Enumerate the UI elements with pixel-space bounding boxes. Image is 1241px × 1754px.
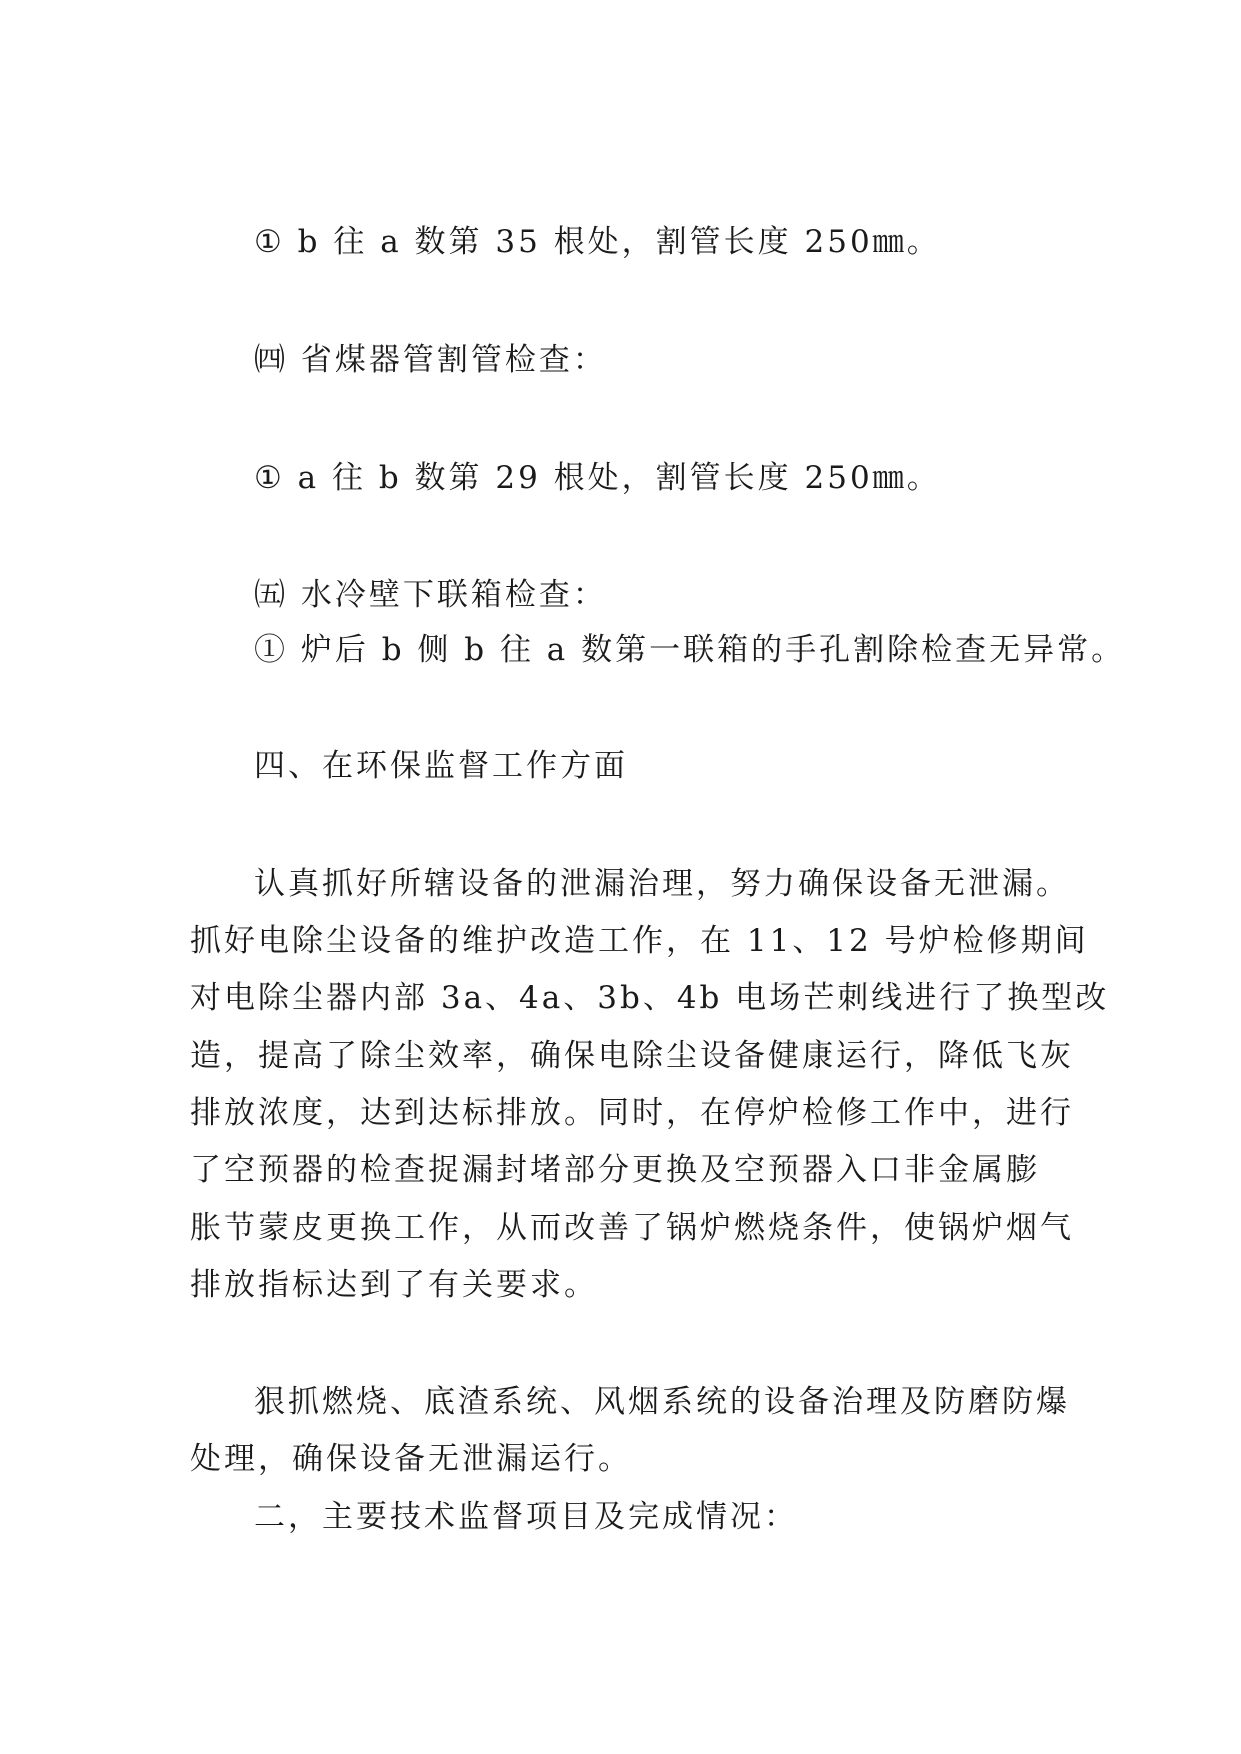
text-line: ① 炉后 b 侧 b 往 a 数第一联箱的手孔割除检查无异常。 <box>254 632 1126 668</box>
section-heading: 二，主要技术监督项目及完成情况： <box>254 1499 798 1535</box>
paragraph-line: 抓好电除尘设备的维护改造工作，在 11、12 号炉检修期间 <box>190 923 1089 959</box>
paragraph-line: 胀节蒙皮更换工作，从而改善了锅炉燃烧条件，使锅炉烟气 <box>190 1210 1074 1246</box>
paragraph-line: 对电除尘器内部 3a、4a、3b、4b 电场芒刺线进行了换型改 <box>190 980 1110 1016</box>
section-heading: ㈤ 水冷壁下联箱检查： <box>254 577 607 613</box>
section-heading: ㈣ 省煤器管割管检查： <box>254 342 607 378</box>
paragraph-line: 认真抓好所辖设备的泄漏治理，努力确保设备无泄漏。 <box>254 866 1070 902</box>
paragraph-line: 造，提高了除尘效率，确保电除尘设备健康运行，降低飞灰 <box>190 1038 1074 1074</box>
section-heading: 四、在环保监督工作方面 <box>254 748 628 784</box>
paragraph-line: 处理，确保设备无泄漏运行。 <box>190 1441 632 1477</box>
paragraph-line: 了空预器的检查捉漏封堵部分更换及空预器入口非金属膨 <box>190 1152 1040 1188</box>
paragraph-line: 狠抓燃烧、底渣系统、风烟系统的设备治理及防磨防爆 <box>254 1384 1070 1420</box>
text-line: ① a 往 b 数第 29 根处，割管长度 250㎜。 <box>254 460 941 496</box>
text-line: ① b 往 a 数第 35 根处，割管长度 250㎜。 <box>254 224 941 260</box>
paragraph-line: 排放指标达到了有关要求。 <box>190 1267 598 1303</box>
paragraph-line: 排放浓度，达到达标排放。同时，在停炉检修工作中，进行 <box>190 1095 1074 1131</box>
